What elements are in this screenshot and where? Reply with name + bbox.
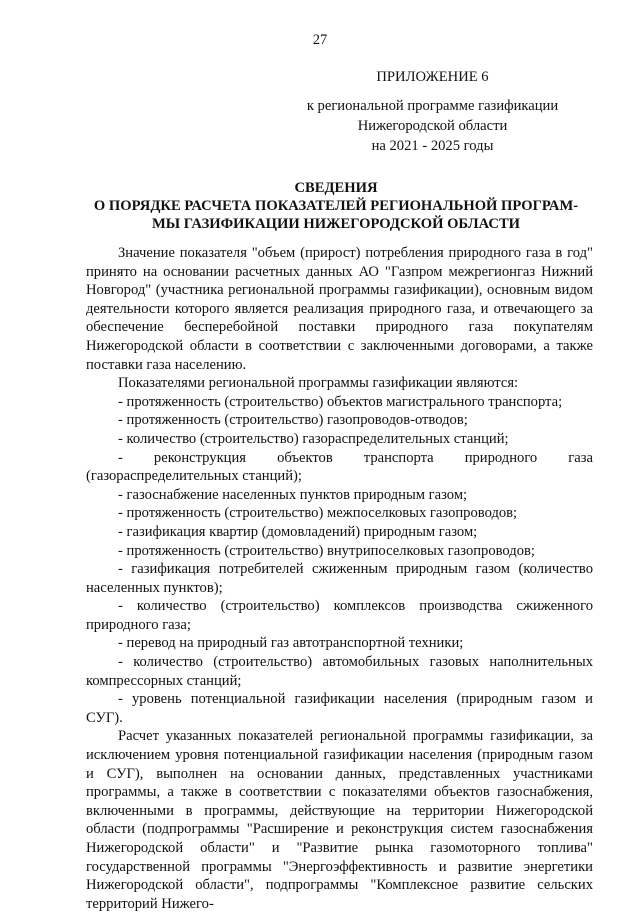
list-item: - перевод на природный газ автотранспортной техники; bbox=[118, 635, 464, 652]
title-line-2: О ПОРЯДКЕ РАСЧЕТА ПОКАЗАТЕЛЕЙ РЕГИОНАЛЬНОЙ ПРОГРАМ- bbox=[93, 198, 579, 214]
appendix-label: ПРИЛОЖЕНИЕ 6 bbox=[376, 69, 489, 85]
list-item: - реконструкция объектов транспорта природного газа (газораспределительных станций); bbox=[86, 449, 593, 485]
list-item: - протяженность (строительство) газопроводов-отводов; bbox=[118, 412, 468, 429]
list-item: - протяженность (строительство) объектов магистрального транспорта; bbox=[118, 393, 563, 410]
document-body bbox=[86, 244, 593, 913]
appendix-line-3: на 2021 - 2025 годы bbox=[371, 138, 494, 154]
appendix-line-1: к региональной программе газификации bbox=[306, 98, 559, 114]
list-item: - газификация квартир (домовладений) природным газом; bbox=[118, 523, 478, 540]
list-item: - газоснабжение населенных пунктов природным газом; bbox=[118, 486, 468, 503]
list-item: - газификация потребителей сжиженным природным газом (количество населенных пунктов); bbox=[86, 561, 593, 596]
list-item: - количество (строительство) автомобильных газовых наполнительных компрессорных станций; bbox=[86, 654, 593, 689]
page-number: 27 bbox=[312, 32, 328, 48]
list-item: - уровень потенциальной газификации населения (природным газом и СУГ). bbox=[86, 691, 593, 726]
list-item: - количество (строительство) комплексов производства сжиженного природного газа; bbox=[86, 598, 593, 633]
list-item: - протяженность (строительство) межпоселковых газопроводов; bbox=[118, 505, 518, 522]
document-title bbox=[82, 179, 590, 233]
list-item: - количество (строительство) газораспределительных станций; bbox=[118, 430, 509, 447]
title-line-1: СВЕДЕНИЯ bbox=[294, 180, 378, 196]
list-item: - протяженность (строительство) внутрипоселковых газопроводов; bbox=[118, 542, 535, 559]
paragraph-intro: Значение показателя "объем (прирост) потребления природного газа в год" принято на основании расчетных данных АО "Газпром межрегионгаз Нижний Новгород" (участника региональной программы газификации), основным видом деятельности которого является реализация природного газа, и отвечающего за обеспечение бесперебойной поставки природного газа покупателям Нижегородской области в соответствии с заключенными договорами, а также поставки газа населению. bbox=[86, 245, 593, 373]
title-line-3: МЫ ГАЗИФИКАЦИИ НИЖЕГОРОДСКОЙ ОБЛАСТИ bbox=[151, 216, 521, 232]
appendix-header bbox=[300, 67, 565, 156]
appendix-line-2: Нижегородской области bbox=[357, 118, 508, 134]
paragraph-indicators-lead: Показателями региональной программы газификации являются: bbox=[118, 375, 519, 392]
paragraph-calculation: Расчет указанных показателей региональной программы газификации, за исключением уровня потенциальной газификации населения (природным газом и СУГ), выполнен на основании данных, представленных участниками программы, а также в соответствии с показателями объектов газоснабжения, включенными в программы, действующие на территории Нижегородской области (подпрограммы "Расширение и реконструкция систем газоснабжения Нижегородской области" и "Развитие рынка газомоторного топлива" государственной программы "Энергоэффективность и развитие энергетики Нижегородской области", подпрограммы "Комплексное развитие сельских территорий Нижего- bbox=[86, 728, 593, 912]
